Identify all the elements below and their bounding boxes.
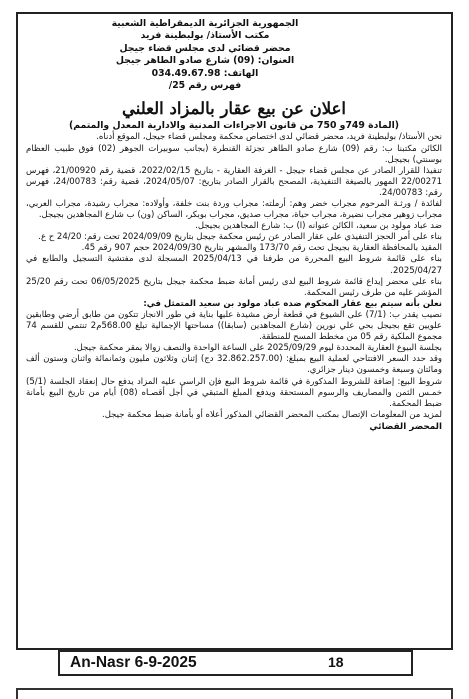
paragraph-seizure-order: بناء على أمر الحجز التنفيذي على عقار الصادر عن رئيس محكمة جيجل بتاريخ 2024/09/09 تحت رقم: 24/20 ح ع. [38, 232, 442, 243]
phone-line [26, 68, 384, 80]
page-footer [58, 650, 413, 676]
notice-title: اعلان عن بيع عقار بالمزاد العلني [121, 99, 347, 119]
index-value: /25 [168, 80, 186, 92]
paragraph-beneficiaries: لفائدة / ورثـة المرحوم مجراب خضر وهم: أرملته: مجراب وردة بنت خلفة، وأولاده: مجراب رشيدة، مجراب العربي، مجراب زوهير مجراب نضيرة، مجراب حياة، مجراب صديق، مجراب بوبكر، الساكن (ون) ب شارع المجاهدين بجيجل. [26, 199, 442, 221]
phone-number: 034.49.67.98 [151, 67, 221, 79]
paragraph-price: وقد حدد السعر الافتتاحي لعملية البيع بمبلغ: (32.862.257.00 دج) إثنان وثلاثون مليون وثمانمائة واثنان وستون ألف ومائتان وسبعة وخمسون دينار جزائري. [26, 354, 442, 376]
publication-name: An-Nasr 6-9-2025 [70, 654, 197, 671]
paragraph-session: بجلسة البيوع العقارية المحددة ليوم 2025/09/29 على الساعة الواحدة والنصف زوالا بمقر محكمة جيجل. [73, 343, 442, 354]
paragraph-office: الكائن مكتبنا ب: رقم (09) شارع صادو الطاهر تجزئة القنطرة (بجانب سوبيرات الجوهر (02) فوق طبيب العظام بوسنتي) بجيجل. [26, 143, 443, 165]
paragraph-contact: لمزيد من المعلومات الإتصال بمكتب المحضر القضائي المذكور أعلاه أو بأمانة ضبط محكمة جيجل. [102, 409, 442, 420]
phone-label: الهاتف: [223, 67, 259, 79]
office-name: مكتب الأستاذ/ بولبطينة فريد [140, 30, 270, 42]
bailiff-role: محضر قضائي لدى مجلس قضاء جيجل [119, 42, 291, 54]
index-line [26, 80, 384, 92]
paragraph-conditions-list: بناء على قائمة شروط البيع المحررة من طرفنا في 2025/04/13 المسجلة لدى مفتشية التسجيل والطابع في 2025/04/27. [26, 254, 442, 276]
office-address: العنوان: (09) شارع صادو الطاهر جيجل [115, 55, 295, 67]
page-number: 18 [328, 654, 344, 670]
letterhead [26, 18, 442, 92]
paragraph-registration: المقيد بالمحافظة العقارية بجيجل تحت رقم 173/70 والمشهر بتاريخ 2024/09/30 حجم 907 رقم 45. [81, 243, 442, 254]
republic-name: الجمهورية الجزائرية الديمقراطية الشعبية [111, 18, 299, 29]
paragraph-sale-terms: شروط البيع: إضافة للشروط المذكورة في قائمة شروط البيع فإن الراسي عليه المزاد يدفع حال إنعقاد الجلسة (5/1) خمـس الثمن والمصاريف والرسوم المستحقة ويدفع المبلغ المتبقي في أجل أقصـاه (08) أيام من تاريخ البيع بأمانة ضبط المحكمة. [26, 376, 442, 409]
notice-body [26, 132, 442, 420]
paragraph-bailiff: نحن الأستاذ/ بولبطينة فريد، محضر قضائي لدى اختصاص محكمة ومجلس قضاء جيجل، الموقع أدناه. [96, 132, 442, 143]
paragraph-property: نصيب يقدر ب: (7/1) على الشيوع في قطعة أرض مشيدة عليها بناية في طور الانجاز تتكون من طابق أرضي وطابقين علويين تقع بجيجل بحي علي نورين (شارع المجاهدين (سابقا)) مساحتها الإجمالية تبلغ 568.00م2 تنتمي للقسم 74 مجموع الملكية رقم 05 من مخطط المسح للمنطقة. [26, 309, 443, 343]
paragraph-decision: تنفيذا للقرار الصادر عن مجلس قضاء جيجل - الغرفة العقارية - بتاريخ 2022/02/15، قضية رقم 21/00920، فهرس 22/00271 المهور بالصيغة التنفيذية، المصحح بالقرار الصادر بتاريخ: 2024/05/07، قضية رقم: 24/00783، فهرس رقم: 24/00783. [26, 165, 443, 198]
paragraph-deposit: بناء على محضر إيداع قائمة شروط البيع لدى رئيس أمانة ضبط محكمة جيجل بتاريخ 06/05/2025 تحت رقم 25/20 المؤشر عليه من طرف رئيس المحكمة. [26, 276, 442, 298]
notice-subtitle: (المادة 749و 750 من قانون الاجراءات المدنية والادارية المعدل والمتمم) [68, 120, 400, 132]
paragraph-announcement: نعلن بأنه سيتم بيع عقار المحكوم ضده عباد مولود بن سعيد المتمثل في: [143, 298, 442, 309]
index-label: فهرس رقم [188, 80, 242, 92]
paragraph-defendant: ضد عباد مولود بن سعيد، الكائن عنوانه (ا) ب: شارع المجاهدين بجيجل. [195, 221, 442, 232]
signature: المحضر القضائي [369, 421, 442, 432]
next-notice-border [16, 688, 453, 699]
notice-content [26, 18, 442, 432]
